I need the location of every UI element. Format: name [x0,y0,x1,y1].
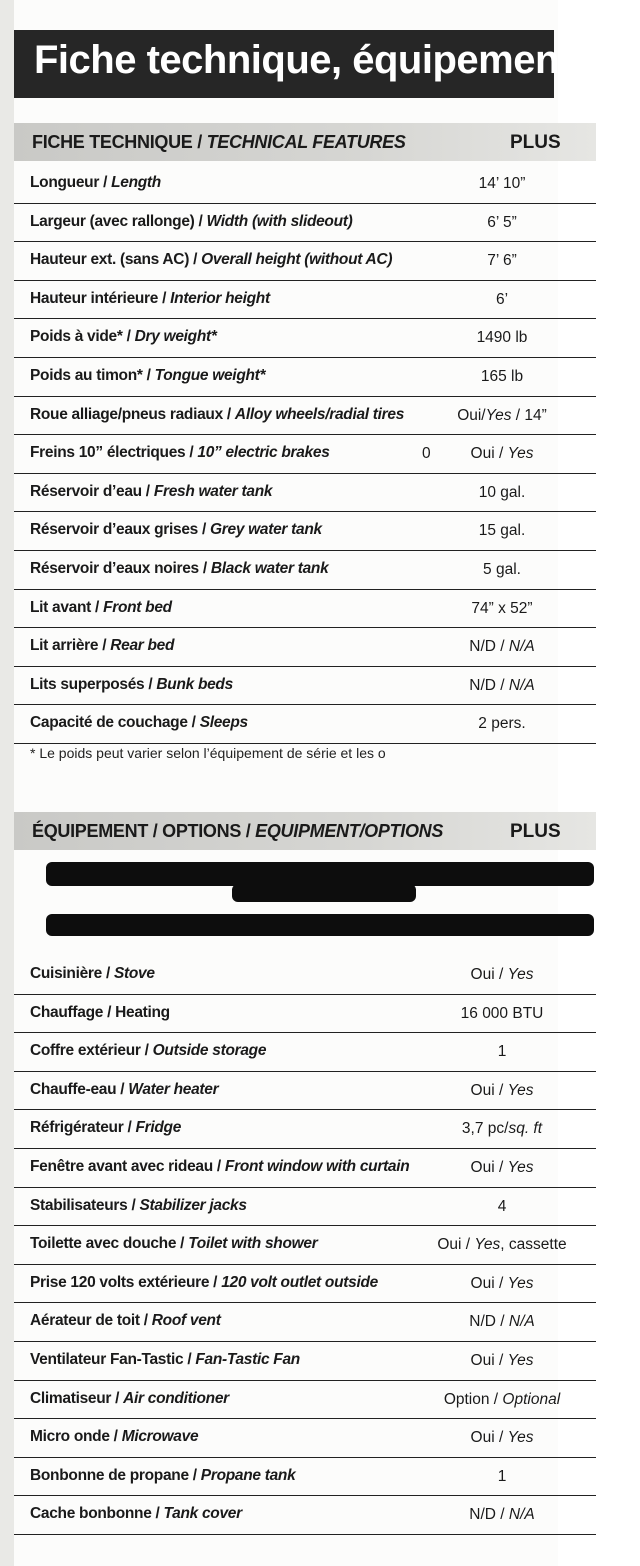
table-row [14,358,596,397]
table-row [14,628,596,667]
row-value: Oui / Yes [470,1158,534,1176]
row-label: Lit avant / Front bed [30,598,172,616]
equipment-section-header [14,812,596,850]
row-label: Lit arrière / Rear bed [30,637,175,655]
table-row [14,1110,596,1149]
row-label: Réservoir d’eau / Fresh water tank [30,482,273,500]
row-label: Cuisinière / Stove [30,965,155,982]
row-value: Oui / Yes [470,1351,534,1369]
row-label: Hauteur intérieure / Interior height [30,289,270,307]
table-row [14,1188,596,1227]
row-value: 1 [497,1043,507,1061]
row-value: Oui / Yes [470,445,534,463]
page-gutter [0,0,14,1566]
row-label: Coffre extérieur / Outside storage [30,1042,267,1060]
row-label: Poids à vide* / Dry weight* [30,328,217,346]
row-label: Stabilisateurs / Stabilizer jacks [30,1196,247,1214]
equipment-table [14,956,596,1535]
row-label: Capacité de couchage / Sleeps [30,714,248,732]
table-row [14,1149,596,1188]
row-label: Réservoir d’eaux grises / Grey water tank [30,521,322,539]
table-row [14,397,596,436]
row-value: 1490 lb [476,329,528,347]
page-title: Fiche technique, équipement [34,38,572,82]
table-row [14,1033,596,1072]
row-value: Option / Optional [443,1390,561,1408]
row-value: 74” x 52” [471,599,533,617]
table-row [14,1265,596,1304]
table-row [14,1072,596,1111]
row-value: Oui / Yes [470,1081,534,1099]
row-value: Oui/Yes / 14” [457,406,547,424]
table-row [14,204,596,243]
technical-column-label: PLUS [510,132,561,153]
row-label: Prise 120 volts extérieure / 120 volt outlet outside [30,1273,378,1291]
row-label: Chauffe-eau / Water heater [30,1080,219,1098]
technical-table [14,165,596,744]
row-label: Freins 10” électriques / 10” electric brakes [30,444,330,462]
row-value: Oui / Yes [470,1429,534,1447]
row-value: 10 gal. [478,483,526,501]
row-label: Aérateur de toit / Roof vent [30,1312,221,1330]
row-label: Micro onde / Microwave [30,1428,199,1446]
table-row [14,281,596,320]
table-row [14,667,596,706]
table-row [14,551,596,590]
row-extra-mark: 0 [422,445,431,463]
table-row [14,590,596,629]
redaction-bar [46,862,594,886]
row-label: Cache bonbonne / Tank cover [30,1505,242,1523]
row-value: N/D / N/A [469,638,535,656]
table-row [14,512,596,551]
row-value: N/D / N/A [469,1506,535,1524]
equipment-column-label: PLUS [510,821,561,842]
row-value: 14’ 10” [478,175,526,192]
row-value: 6’ 5” [487,213,517,231]
row-label: Bonbonne de propane / Propane tank [30,1466,296,1484]
row-label: Poids au timon* / Tongue weight* [30,366,266,384]
row-label: Chauffage / Heating [30,1003,170,1021]
technical-section-label: FICHE TECHNIQUE / TECHNICAL FEATURES [32,132,406,152]
table-row [14,1458,596,1497]
row-label: Roue alliage/pneus radiaux / Alloy wheels/radial tires [30,405,405,423]
row-label: Climatiseur / Air conditioner [30,1389,229,1407]
row-value: N/D / N/A [469,676,535,694]
page-title-bar [14,30,572,98]
row-label: Ventilateur Fan-Tastic / Fan-Tastic Fan [30,1350,300,1368]
table-row [14,1226,596,1265]
row-value: Oui / Yes [470,1274,534,1292]
row-value: 3,7 pc/sq. ft [461,1120,543,1138]
row-value: 15 gal. [478,522,526,540]
row-value: 7’ 6” [487,252,517,270]
row-value: Oui / Yes, cassette [437,1236,567,1254]
row-label: Fenêtre avant avec rideau / Front window with curtain [30,1157,410,1175]
table-row [14,1381,596,1420]
row-value: 2 pers. [478,715,526,733]
row-value: 16 000 BTU [460,1004,544,1022]
table-row [14,165,596,204]
table-row [14,242,596,281]
table-row [14,435,596,474]
technical-section-header [14,123,596,161]
row-label: Hauteur ext. (sans AC) / Overall height (without AC) [30,251,393,269]
table-row [14,1419,596,1458]
row-label: Lits superposés / Bunk beds [30,675,233,693]
table-row [14,956,596,995]
equipment-section-label: ÉQUIPEMENT / OPTIONS / EQUIPMENT/OPTIONS [32,821,444,841]
redaction-bar [232,884,416,902]
row-label: Largeur (avec rallonge) / Width (with slideout) [30,212,353,230]
row-value: 165 lb [480,367,524,385]
row-label: Longueur / Length [30,174,161,191]
table-row [14,705,596,744]
row-label: Réservoir d’eaux noires / Black water tank [30,559,329,577]
row-label: Réfrigérateur / Fridge [30,1119,182,1137]
table-row [14,1496,596,1535]
table-row [14,995,596,1034]
row-label: Toilette avec douche / Toilet with shower [30,1235,318,1253]
row-value: 6’ [495,290,509,308]
table-row [14,474,596,513]
row-value: Oui / Yes [470,966,534,983]
weight-footnote: * Le poids peut varier selon l’équipement de série et les o [30,745,386,761]
row-value: N/D / N/A [469,1313,535,1331]
row-value: 4 [497,1197,507,1215]
redaction-bar [46,914,594,936]
row-value: 5 gal. [483,560,521,578]
row-value: 1 [497,1467,507,1485]
table-row [14,1303,596,1342]
table-row [14,1342,596,1381]
table-row [14,319,596,358]
